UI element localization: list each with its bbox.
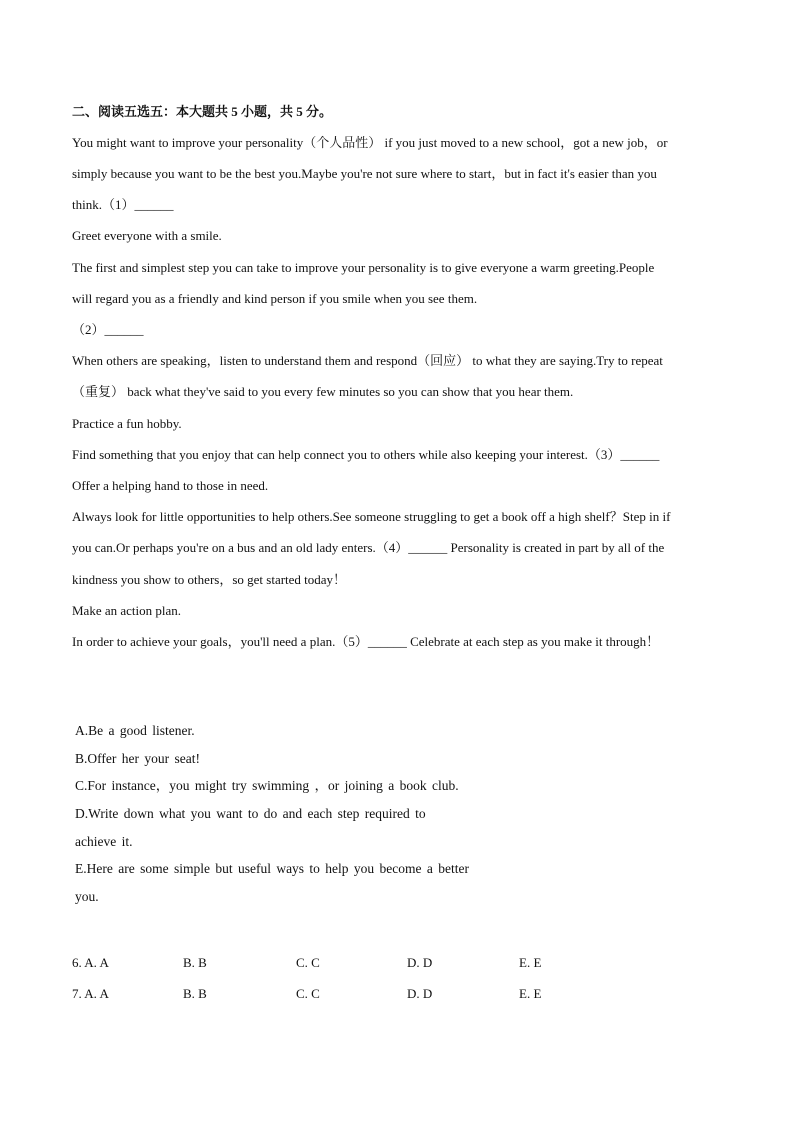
passage-line: In order to achieve your goals，you'll need a plan.（5）______ Celebrate at each step as you make it through！	[72, 634, 660, 649]
question-6-option-d[interactable]: D. D	[407, 955, 433, 970]
question-6-option-c[interactable]: C. C	[296, 955, 320, 970]
passage-line: think.（1）______	[72, 197, 174, 212]
passage-line: The first and simplest step you can take to improve your personality is to give everyone a warm greeting.People	[72, 260, 655, 275]
section-heading: 二、阅读五选五：本大题共 5 小题，共 5 分。	[72, 104, 333, 119]
question-7-option-d[interactable]: D. D	[407, 986, 433, 1001]
question-6-option-e[interactable]: E. E	[519, 955, 542, 970]
passage-line: you can.Or perhaps you're on a bus and an old lady enters.（4）______ Personality is created in part by all of the	[72, 540, 665, 555]
option-e: E.Here are some simple but useful ways to help you become a better	[75, 861, 470, 876]
passage-line: （重复） back what they've said to you every few minutes so you can show that you hear them.	[72, 384, 574, 399]
question-7-option-e[interactable]: E. E	[519, 986, 542, 1001]
option-b: B.Offer her your seat!	[75, 751, 200, 766]
option-d-cont: achieve it.	[75, 834, 133, 849]
passage-line: Always look for little opportunities to help others.See someone struggling to get a book off a high shelf？Step in if	[72, 509, 671, 524]
question-7-option-c[interactable]: C. C	[296, 986, 320, 1001]
passage-line: When others are speaking，listen to understand them and respond（回应） to what they are saying.Try to repeat	[72, 353, 663, 368]
question-6-option-b[interactable]: B. B	[183, 955, 207, 970]
passage-subheading: Make an action plan.	[72, 603, 182, 618]
passage-subheading: Offer a helping hand to those in need.	[72, 478, 269, 493]
blank-2: （2）______	[72, 322, 144, 337]
option-e-cont: you.	[75, 889, 99, 904]
passage-line: kindness you show to others，so get started today！	[72, 572, 347, 587]
option-c: C.For instance，you might try swimming ，or joining a book club.	[75, 778, 459, 793]
option-a: A.Be a good listener.	[75, 723, 195, 738]
question-7-option-a[interactable]: 7. A. A	[72, 986, 109, 1001]
passage-line: You might want to improve your personality（个人品性） if you just moved to a new school，got a new job，or	[72, 135, 668, 150]
passage-subheading: Greet everyone with a smile.	[72, 228, 222, 243]
passage-line: will regard you as a friendly and kind person if you smile when you see them.	[72, 291, 478, 306]
question-6-option-a[interactable]: 6. A. A	[72, 955, 109, 970]
passage-line: simply because you want to be the best you.Maybe you're not sure where to start，but in fact it's easier than you	[72, 166, 657, 181]
passage-line: Find something that you enjoy that can help connect you to others while also keeping your interest.（3）______	[72, 447, 660, 462]
option-d: D.Write down what you want to do and each step required to	[75, 806, 426, 821]
question-7-option-b[interactable]: B. B	[183, 986, 207, 1001]
passage-subheading: Practice a fun hobby.	[72, 416, 182, 431]
